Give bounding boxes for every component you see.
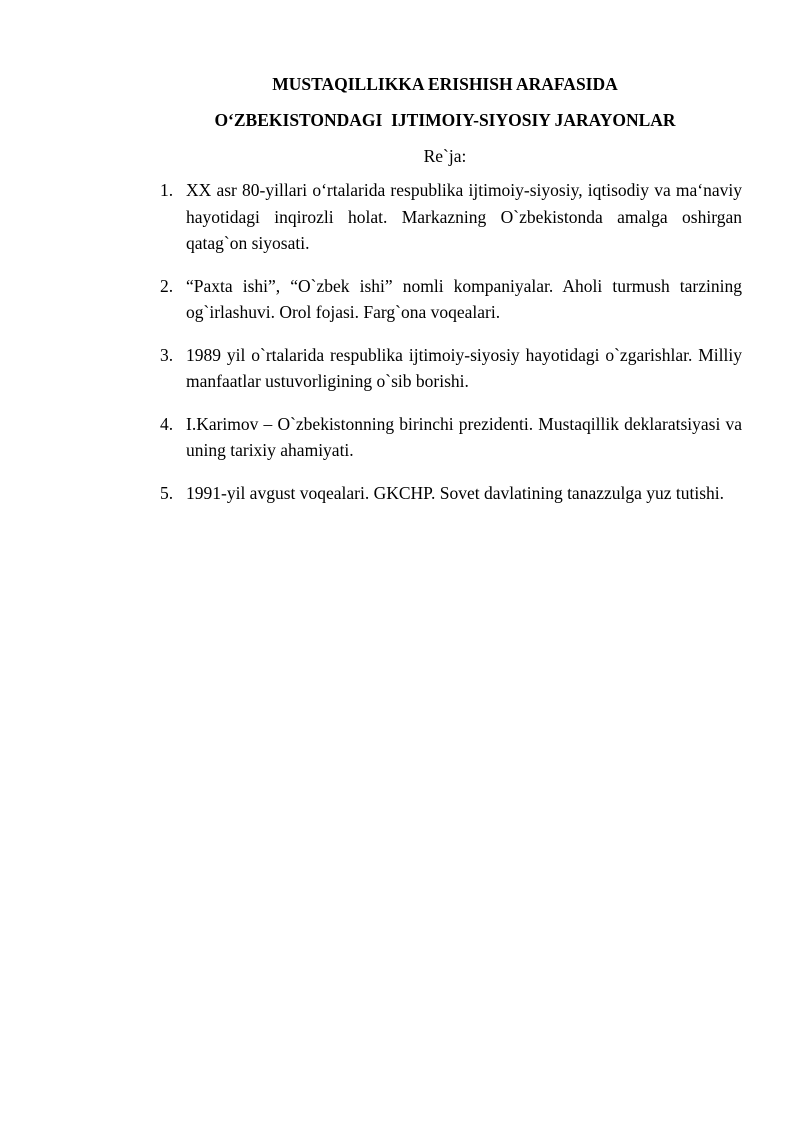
plan-item-text: XX asr 80-yillari o‘rtalarida respublika ijtimoiy-siyosiy, iqtisodiy va ma‘naviy hayotidagi inqirozli holat. Markazning O`zbekistonda amalga oshirgan qatag`on siyosati.	[186, 180, 742, 253]
plan-heading: Re`ja:	[423, 146, 467, 166]
plan-item-text: 1989 yil o`rtalarida respublika ijtimoiy-siyosiy hayotidagi o`zgarishlar. Milliy manfaatlar ustuvorligining o`sib borishi.	[186, 344, 742, 391]
plan-item	[160, 411, 742, 464]
plan-item	[160, 177, 742, 257]
plan-item-text: 1991-yil avgust voqealari. GKCHP. Sovet davlatining tanazzulga yuz tutishi.	[186, 482, 725, 503]
plan-item	[160, 480, 742, 507]
plan-item-number: 5.	[160, 482, 174, 503]
plan-item-text: “Paxta ishi”, “O`zbek ishi” nomli kompaniyalar. Aholi turmush tarzining og`irlashuvi. Orol fojasi. Farg`ona voqealari.	[186, 275, 742, 322]
plan-list	[160, 177, 742, 522]
document-title-line-1: MUSTAQILLIKKA ERISHISH ARAFASIDA	[272, 74, 618, 94]
plan-item-number: 4.	[160, 413, 174, 434]
plan-item-number: 1.	[160, 180, 174, 200]
plan-item	[160, 342, 742, 395]
plan-item	[160, 273, 742, 326]
document-title-line-2: O‘ZBEKISTONDAGI IJTIMOIY-SIYOSIY JARAYONLAR	[214, 110, 676, 130]
plan-item-text: I.Karimov – O`zbekistonning birinchi prezidenti. Mustaqillik deklaratsiyasi va uning tarixiy ahamiyati.	[186, 413, 742, 460]
plan-item-number: 3.	[160, 344, 174, 365]
plan-item-number: 2.	[160, 275, 174, 296]
